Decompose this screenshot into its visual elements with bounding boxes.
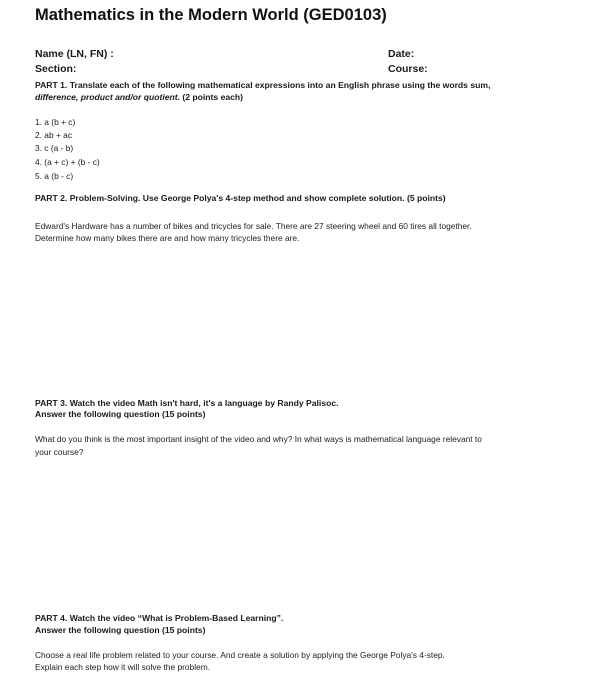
part3-subinstruction: Answer the following question (15 points) [35,409,206,419]
part4-subinstruction: Answer the following question (15 points) [35,625,206,635]
name-label: Name (LN, FN) : [35,48,114,60]
part1-instruction-cont [35,92,243,102]
part2-problem-line1: Edward's Hardware has a number of bikes and tricycles for sale. There are 27 steering wheel and 60 tires all together. [35,221,472,231]
list-item: 5. a (b - c) [35,171,74,181]
part2-instruction: PART 2. Problem-Solving. Use George Polya's 4-step method and show complete solution. (5 points) [35,193,446,203]
part3-instruction: PART 3. Watch the video Math isn't hard, it's a language by Randy Palisoc. [35,398,339,408]
page-title: Mathematics in the Modern World (GED0103) [35,6,387,24]
list-item: 4. (a + c) + (b - c) [35,157,100,167]
part1-instruction: PART 1. Translate each of the following mathematical expressions into an English phrase using the words sum, [35,80,491,90]
part3-question-line1: What do you think is the most important insight of the video and why? In what ways is mathematical language relevant to [35,434,482,444]
course-label: Course: [388,63,428,75]
part4-instruction: PART 4. Watch the video “What is Problem-Based Learning”. [35,613,284,623]
part1-points: (2 points each) [180,92,244,102]
list-item: 2. ab + ac [35,130,73,140]
date-label: Date: [388,48,415,60]
list-item: 1. a (b + c) [35,117,76,127]
section-label: Section: [35,63,77,75]
list-item: 3. c (a - b) [35,143,74,153]
part1-italic-words: difference, product and/or quotient. [35,92,180,102]
part4-question-line1: Choose a real life problem related to your course. And create a solution by applying the George Polya's 4-step. [35,650,445,660]
part2-problem-line2: Determine how many bikes there are and how many tricycles there are. [35,233,300,243]
part3-question-line2: your course? [35,447,84,457]
part4-question-line2: Explain each step how it will solve the problem. [35,662,211,672]
